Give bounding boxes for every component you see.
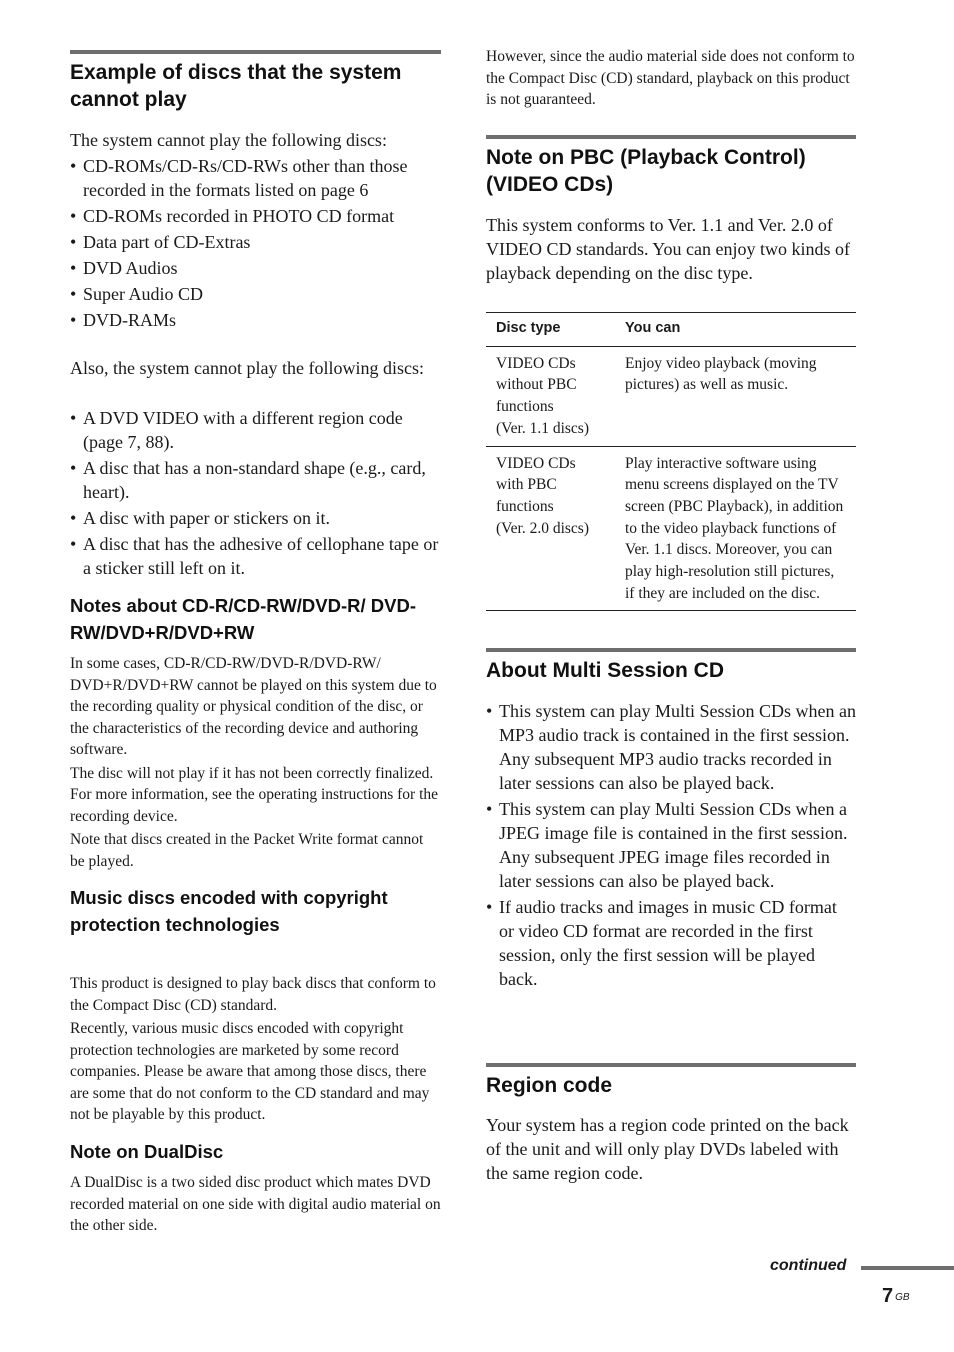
cell-line: (Ver. 1.1 discs)	[496, 419, 589, 437]
cell-line: VIDEO CDs	[496, 454, 576, 472]
heading-pbc: Note on PBC (Playback Control) (VIDEO CDs)	[486, 146, 806, 196]
intro-also-cannot-play: Also, the system cannot play the following discs:	[70, 358, 424, 378]
cell-line: functions	[496, 398, 554, 416]
dualdisc-continued	[486, 46, 856, 113]
paragraph: This product is designed to play back discs that conform to the Compact Disc (CD) standard.	[70, 975, 436, 1014]
list-item: • CD-ROMs recorded in PHOTO CD format	[70, 204, 441, 228]
cell-line: without PBC	[496, 376, 577, 394]
cell-disc-type	[486, 346, 615, 446]
music-discs-body	[70, 973, 441, 1128]
continued-rule	[861, 1266, 954, 1270]
intro-cannot-play: The system cannot play the following discs:	[70, 130, 387, 150]
table-row	[486, 346, 856, 446]
column-header-you-can: You can	[615, 313, 856, 347]
paragraph: However, since the audio material side does not conform to the Compact Disc (CD) standard, playback on this product is not guaranteed.	[486, 48, 855, 108]
pbc-table	[486, 312, 856, 611]
pbc-intro: This system conforms to Ver. 1.1 and Ver. 2.0 of VIDEO CD standards. You can enjoy two kinds of playback depending on the disc type.	[486, 215, 850, 283]
list-item: • A disc that has a non-standard shape (e.g., card, heart).	[70, 456, 441, 504]
section-rule-multi-session	[486, 648, 856, 652]
list-item: • Data part of CD-Extras	[70, 230, 441, 254]
paragraph: The disc will not play if it has not been correctly finalized. For more information, see the operating instructions for the recording device.	[70, 764, 439, 825]
list-item: • A disc that has the adhesive of cellophane tape or a sticker still left on it.	[70, 532, 441, 580]
region-code-body: Your system has a region code printed on the back of the unit and will only play DVDs labeled with the same region code.	[486, 1115, 849, 1183]
section-rule-region-code	[486, 1063, 856, 1067]
list-item: • DVD-RAMs	[70, 308, 441, 332]
cell-line: with PBC	[496, 476, 557, 494]
page-number-value: 7	[882, 1285, 894, 1307]
column-header-disc-type: Disc type	[486, 313, 615, 347]
list-multi-session	[486, 699, 856, 993]
heading-notes-cdr: Notes about CD-R/CD-RW/DVD-R/ DVD-RW/DVD+R/DVD+RW	[70, 595, 416, 643]
cell-line: functions	[496, 497, 554, 515]
dualdisc-body	[70, 1172, 441, 1239]
list-also-cannot-play	[70, 406, 441, 582]
table-header-row	[486, 313, 856, 347]
paragraph: In some cases, CD-R/CD-RW/DVD-R/DVD-RW/ DVD+R/DVD+RW cannot be played on this system due to the recording quality or physical condition of the disc, or the characteristics of the recording device and authoring software.	[70, 655, 437, 758]
list-item: • This system can play Multi Session CDs when an MP3 audio track is contained in the first session. Any subsequent MP3 audio tracks recorded in later sessions can also be played back.	[486, 699, 856, 795]
list-item: • DVD Audios	[70, 256, 441, 280]
cell-you-can: Play interactive software using menu screens displayed on the TV screen (PBC Playback), in addition to the video playback functions of Ver. 1.1 discs. Moreover, you can play high-resolution still pictures, if they are included on the disc.	[615, 446, 856, 611]
list-item: • If audio tracks and images in music CD format or video CD format are recorded in the first session, only the first session will be played back.	[486, 895, 856, 991]
section-rule-discs-cannot-play	[70, 50, 441, 54]
heading-region-code: Region code	[486, 1074, 613, 1097]
heading-multi-session: About Multi Session CD	[486, 659, 724, 682]
notes-cdr-body	[70, 653, 441, 874]
list-item: • This system can play Multi Session CDs when a JPEG image file is contained in the first session. Any subsequent JPEG image files recorded in later sessions can also be played back.	[486, 797, 856, 893]
paragraph: A DualDisc is a two sided disc product which mates DVD recorded material on one side with digital audio material on the other side.	[70, 1174, 441, 1234]
cell-line: VIDEO CDs	[496, 354, 576, 372]
list-item: • Super Audio CD	[70, 282, 441, 306]
cell-line: (Ver. 2.0 discs)	[496, 519, 589, 537]
list-item: • CD-ROMs/CD-Rs/CD-RWs other than those recorded in the formats listed on page 6	[70, 154, 441, 202]
cell-disc-type	[486, 446, 615, 611]
list-cannot-play	[70, 154, 441, 334]
section-rule-pbc	[486, 135, 856, 139]
heading-dualdisc: Note on DualDisc	[70, 1141, 224, 1162]
list-item: • A DVD VIDEO with a different region code (page 7, 88).	[70, 406, 441, 454]
heading-music-discs-copyright: Music discs encoded with copyright protection technologies	[70, 887, 388, 935]
paragraph: Recently, various music discs encoded with copyright protection technologies are marketed by some record companies. Please be aware that among those discs, there are some that do not conform to the CD standard and may not be playable by this product.	[70, 1020, 430, 1123]
continued-label: continued	[770, 1257, 847, 1274]
page-number	[882, 1283, 910, 1309]
page-number-suffix: GB	[895, 1292, 910, 1303]
cell-you-can: Enjoy video playback (moving pictures) as well as music.	[615, 346, 856, 446]
list-item: • A disc with paper or stickers on it.	[70, 506, 441, 530]
table-row	[486, 446, 856, 611]
paragraph: Note that discs created in the Packet Write format cannot be played.	[70, 831, 424, 870]
heading-discs-cannot-play: Example of discs that the system cannot play	[70, 61, 402, 111]
